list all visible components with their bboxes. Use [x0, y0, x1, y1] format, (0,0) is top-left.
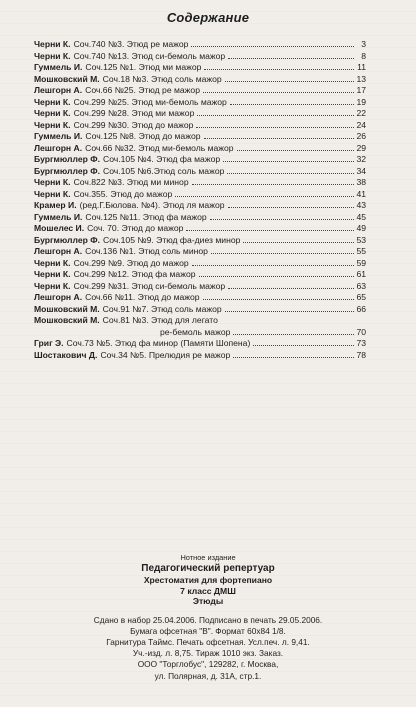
toc-entry [34, 223, 366, 235]
toc-work-title: Соч.125 №8. Этюд до мажор [85, 131, 201, 141]
toc-author: Крамер И. [34, 200, 77, 210]
toc-entry [34, 120, 366, 132]
toc-author: Лешгорн А. [34, 292, 83, 302]
toc-page-number: 70 [356, 326, 366, 337]
toc-entry [34, 269, 366, 281]
toc-entry [34, 85, 366, 97]
toc-entry [34, 338, 366, 350]
toc-entry [34, 281, 366, 293]
dot-leader [196, 120, 354, 128]
toc-entry [34, 154, 366, 166]
dot-leader [211, 246, 354, 254]
toc-work-title: Соч.740 №13. Этюд си-бемоль мажор [73, 50, 226, 61]
toc-work-title: Соч.34 №5. Прелюдия ре мажор [100, 349, 231, 360]
book-subtitle: Хрестоматия для фортепиано [143, 575, 273, 585]
toc-entry [34, 74, 366, 86]
toc-work-title: Соч.73 №5. Этюд фа минор (Памяти Шопена) [66, 338, 251, 348]
toc-entry [34, 212, 366, 224]
toc-work-title: Соч.105 №4. Этюд фа мажор [102, 154, 221, 164]
toc-page-number: 29 [356, 142, 366, 153]
toc-author: Черни К. [34, 188, 71, 199]
toc-page-number: 19 [356, 96, 366, 107]
toc-author: Мошковский М. [34, 73, 100, 84]
print-specs [0, 615, 416, 682]
toc-page-number: 24 [356, 119, 366, 130]
toc-page-number: 3 [361, 39, 366, 49]
toc-page-number: 63 [356, 280, 366, 291]
toc-page-number: 8 [361, 50, 366, 61]
toc-author: Черни К. [34, 50, 71, 61]
toc-page-number: 34 [356, 165, 366, 176]
toc-work-title: Соч.299 №12. Этюд фа мажор [73, 269, 196, 279]
toc-entry [34, 51, 366, 63]
dot-leader [203, 292, 354, 300]
toc-author: Гуммель И. [34, 131, 83, 141]
spec-line: Сдано в набор 25.04.2006. Подписано в печать 29.05.2006. [93, 614, 323, 625]
grade-label: 7 класс ДМШ [180, 585, 236, 596]
toc-page-number: 53 [356, 234, 366, 245]
toc-work-title: Соч.299 №9. Этюд до мажор [73, 257, 189, 268]
toc-entry [34, 131, 366, 143]
dot-leader [243, 235, 354, 243]
toc-entry [34, 315, 366, 327]
toc-author: Григ Э. [34, 338, 64, 348]
toc-page-number: 26 [356, 131, 366, 141]
toc-entry [34, 166, 366, 178]
dot-leader [204, 62, 354, 70]
dot-leader [253, 338, 354, 346]
toc-entry [34, 62, 366, 74]
toc-work-title: Соч.299 №28. Этюд ми мажор [73, 108, 195, 118]
toc-author: Шостакович Д. [34, 349, 98, 360]
toc-entry [34, 258, 366, 270]
toc-page-number: 11 [357, 62, 366, 72]
toc-page-number: 78 [356, 349, 366, 360]
toc-author: Гуммель И. [34, 211, 83, 222]
toc-work-title: Соч.91 №7. Этюд соль мажор [102, 303, 222, 314]
toc-entry [34, 143, 366, 155]
dot-leader [199, 269, 354, 277]
toc-author: Бургмюллер Ф. [34, 154, 100, 164]
toc-author: Черни К. [34, 177, 71, 187]
spec-line: Бумага офсетная "В". Формат 60х84 1/8. [130, 625, 286, 636]
toc-author: Мошковский М. [34, 303, 100, 314]
toc-page-number: 49 [356, 223, 366, 233]
toc-author: Черни К. [34, 119, 71, 130]
toc-page-number: 55 [356, 246, 366, 256]
toc-work-title: Соч.136 №1. Этюд соль минор [85, 246, 208, 256]
dot-leader [228, 281, 354, 289]
toc-author: Мошковский М. [34, 315, 100, 325]
toc-work-title: Соч.105 №6.Этюд соль мажор [102, 165, 225, 176]
toc-work-title: Соч.66 №11. Этюд до мажор [85, 292, 200, 302]
dot-leader [230, 97, 354, 105]
toc-work-title: Соч.355. Этюд до мажор [73, 188, 173, 199]
toc-entry [34, 108, 366, 120]
toc-page-number: 22 [356, 108, 366, 118]
toc-page-number: 59 [356, 257, 366, 268]
toc-entry [34, 177, 366, 189]
spec-line: Гарнитура Таймс. Печать офсетная. Усл.печ. л. 9,41. [106, 636, 310, 647]
toc-page-number: 61 [356, 269, 366, 279]
toc-entry [34, 189, 366, 201]
toc-author: Черни К. [34, 96, 71, 107]
dot-leader [191, 39, 354, 47]
toc-work-title: Соч.125 №11. Этюд фа мажор [85, 211, 207, 222]
toc-work-title: ре-бемоль мажор [160, 326, 231, 337]
toc-page-number: 13 [356, 73, 366, 84]
dot-leader [233, 327, 354, 335]
toc-work-title: Соч.299 №31. Этюд си-бемоль мажор [73, 280, 226, 291]
toc-author: Черни К. [34, 257, 71, 268]
dot-leader [233, 350, 354, 358]
toc-work-title: Соч.299 №25. Этюд ми-бемоль мажор [73, 96, 227, 107]
toc-author: Лешгорн А. [34, 142, 83, 153]
toc-page-number: 41 [356, 188, 366, 199]
toc-entry [34, 246, 366, 258]
toc-entry [34, 304, 366, 316]
toc-entry [34, 200, 366, 212]
toc-work-title: Соч. 70. Этюд до мажор [87, 223, 184, 233]
toc-entry [34, 292, 366, 304]
toc-author: Гуммель И. [34, 62, 83, 72]
toc-author: Черни К. [34, 39, 71, 49]
dot-leader [223, 154, 354, 162]
toc-page-number: 65 [356, 292, 366, 302]
dot-leader [192, 258, 354, 266]
toc-page-number: 43 [356, 200, 366, 210]
toc-page-number: 66 [356, 303, 366, 314]
toc-entry [34, 235, 366, 247]
toc-work-title: Соч.740 №3. Этюд ре мажор [73, 39, 189, 49]
page-title: Содержание [166, 10, 250, 25]
toc-author: Лешгорн А. [34, 246, 83, 256]
toc-author: Черни К. [34, 280, 71, 291]
toc-page-number: 73 [356, 338, 366, 348]
spec-line: ул. Полярная, д. 31А, стр.1. [154, 670, 262, 681]
table-of-contents [34, 39, 366, 361]
dot-leader [237, 143, 354, 151]
toc-work-title: Соч.299 №30. Этюд до мажор [73, 119, 194, 130]
toc-author: Мошелес И. [34, 223, 85, 233]
toc-entry [34, 97, 366, 109]
dot-leader [227, 166, 354, 174]
toc-author: Бургмюллер Ф. [34, 234, 100, 245]
dot-leader [186, 223, 354, 231]
dot-leader [225, 74, 354, 82]
toc-work-title: Соч.66 №25. Этюд ре мажор [85, 85, 200, 95]
toc-entry [34, 39, 366, 51]
toc-author: Черни К. [34, 269, 71, 279]
toc-page-number: 17 [356, 85, 366, 95]
dot-leader [228, 200, 354, 208]
toc-page-number: 45 [356, 211, 366, 222]
toc-work-title: Соч.105 №9. Этюд фа-диез минор [102, 234, 241, 245]
toc-author: Лешгорн А. [34, 85, 83, 95]
toc-entry [34, 350, 366, 362]
spec-line: Уч.-изд. л. 8,75. Тираж 1010 экз. Заказ. [132, 648, 284, 659]
spec-line: ООО "Торглобус", 129282, г. Москва, [137, 659, 279, 670]
toc-entry [34, 327, 366, 339]
toc-author: Черни К. [34, 108, 71, 118]
dot-leader [175, 189, 354, 197]
toc-work-title: (ред.Г.Бюлова. №4). Этюд ля мажор [79, 200, 225, 210]
edition-type: Нотное издание [180, 553, 236, 562]
toc-work-title: Соч.18 №3. Этюд соль мажор [102, 73, 222, 84]
toc-page-number: 32 [356, 154, 366, 164]
toc-work-title: Соч.822 №3. Этюд ми минор [73, 177, 189, 187]
toc-work-title: Соч.125 №1. Этюд ми мажор [85, 62, 202, 72]
dot-leader [228, 51, 354, 59]
toc-page-number: 38 [356, 177, 366, 187]
dot-leader [192, 177, 354, 185]
imprint-block [0, 553, 416, 682]
toc-author: Бургмюллер Ф. [34, 165, 100, 176]
dot-leader [203, 85, 354, 93]
dot-leader [210, 212, 354, 220]
dot-leader [225, 304, 354, 312]
section-label: Этюды [192, 596, 224, 606]
dot-leader [204, 131, 354, 139]
dot-leader [197, 108, 354, 116]
toc-work-title: Соч.81 №3. Этюд для легато [102, 315, 218, 325]
series-title: Педагогический репертуар [141, 563, 275, 574]
toc-work-title: Соч.66 №32. Этюд ми-бемоль мажор [85, 142, 234, 153]
